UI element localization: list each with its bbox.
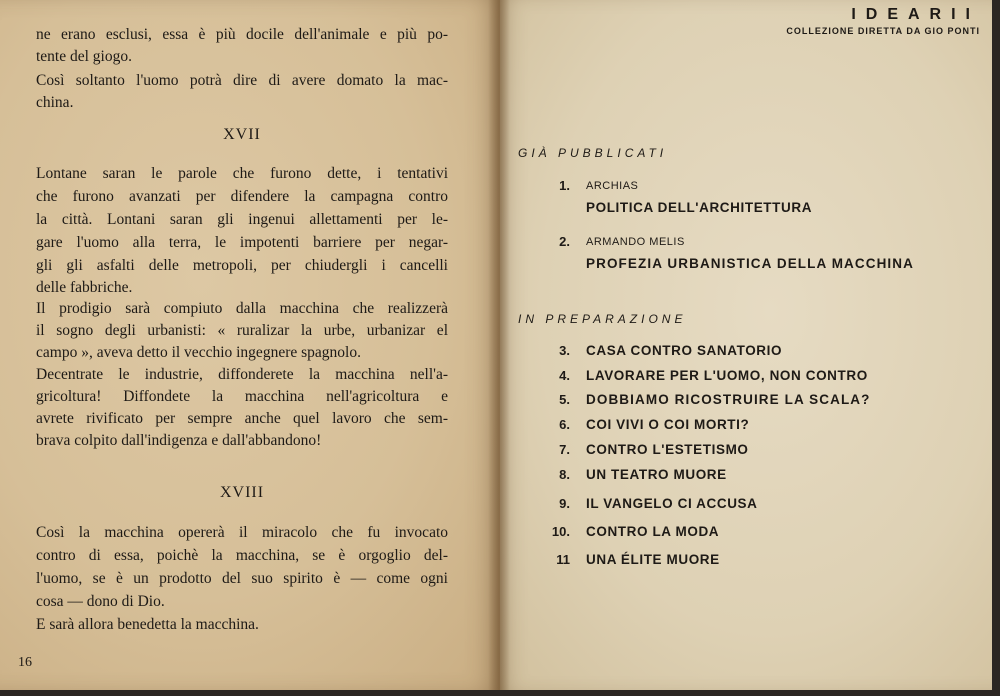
item-number: 4.: [559, 368, 570, 383]
item-number: 11: [556, 552, 570, 567]
item-title: PROFEZIA URBANISTICA DELLA MACCHINA: [586, 256, 914, 271]
item-title: LAVORARE PER L'UOMO, NON CONTRO: [586, 368, 868, 383]
body-line: Il prodigio sarà compiuto dalla macchina che realizzerà: [36, 300, 448, 317]
item-title: COI VIVI O COI MORTI?: [586, 417, 750, 432]
body-line: l'uomo, se è un prodotto del suo spirito è — come ogni: [36, 570, 448, 587]
body-line: E sarà allora benedetta la macchina.: [36, 616, 259, 633]
page-number: 16: [18, 655, 32, 670]
body-line: gli gli asfalti delle metropoli, per chiudergli i cancelli: [36, 257, 448, 274]
body-line: Così soltanto l'uomo potrà dire di avere domato la mac-: [36, 72, 448, 89]
item-author: ARMANDO MELIS: [586, 236, 685, 248]
book-gutter: [488, 0, 510, 690]
item-author: ARCHIAS: [586, 180, 639, 192]
item-number: 5.: [559, 392, 570, 407]
item-number: 3.: [559, 343, 570, 358]
published-label: GIÀ PUBBLICATI: [518, 146, 668, 160]
body-line: brava colpito dall'indigenza e dall'abbandono!: [36, 432, 322, 449]
body-line: Così la macchina opererà il miracolo che fu invocato: [36, 524, 448, 541]
body-line: cosa — dono di Dio.: [36, 593, 165, 610]
item-number: 8.: [559, 467, 570, 482]
item-title: CASA CONTRO SANATORIO: [586, 343, 783, 358]
item-title: CONTRO LA MODA: [586, 524, 720, 539]
item-number: 6.: [559, 417, 570, 432]
body-line: che furono avanzati per difendere la campagna contro: [36, 188, 448, 205]
body-line: contro di essa, poichè la macchina, se è orgoglio del-: [36, 547, 448, 564]
item-number: 1.: [559, 178, 570, 193]
body-line: delle fabbriche.: [36, 279, 133, 296]
body-line: avrete rivificato per sempre anche quel lavoro che sem-: [36, 410, 448, 427]
item-title: UNA ÉLITE MUORE: [586, 552, 720, 567]
series-subtitle: COLLEZIONE DIRETTA DA GIO PONTI: [786, 26, 980, 36]
item-title: DOBBIAMO RICOSTRUIRE LA SCALA?: [586, 392, 871, 407]
body-line: gare l'uomo alla terra, le impotenti barriere per negar-: [36, 234, 448, 251]
body-line: china.: [36, 94, 74, 111]
item-number: 10.: [551, 524, 570, 539]
series-title: IDEARII: [851, 6, 980, 23]
preparation-label: IN PREPARAZIONE: [518, 312, 687, 326]
body-line: ne erano esclusi, essa è più docile dell'animale e più po-: [36, 26, 448, 43]
item-title: POLITICA DELL'ARCHITETTURA: [586, 200, 813, 215]
body-line: Lontane saran le parole che furono dette, i tentativi: [36, 165, 448, 182]
body-line: il sogno degli urbanisti: « ruralizar la urbe, urbanizar el: [36, 322, 448, 339]
body-line: Decentrate le industrie, diffonderete la macchina nell'a-: [36, 366, 448, 383]
body-line: campo », aveva detto il vecchio ingegnere spagnolo.: [36, 344, 361, 361]
item-number: 9.: [559, 496, 570, 511]
item-number: 2.: [559, 234, 570, 249]
item-title: IL VANGELO CI ACCUSA: [586, 496, 758, 511]
item-title: CONTRO L'ESTETISMO: [586, 442, 749, 457]
body-line: tente del giogo.: [36, 48, 132, 65]
body-line: la città. Lontani saran gli ingenui allettamenti per le-: [36, 211, 448, 228]
body-line: gricoltura! Diffondete la macchina nell'agricoltura e: [36, 388, 448, 405]
item-title: UN TEATRO MUORE: [586, 467, 727, 482]
chapter-heading: XVII: [223, 126, 261, 143]
chapter-heading: XVIII: [219, 484, 265, 501]
item-number: 7.: [559, 442, 570, 457]
